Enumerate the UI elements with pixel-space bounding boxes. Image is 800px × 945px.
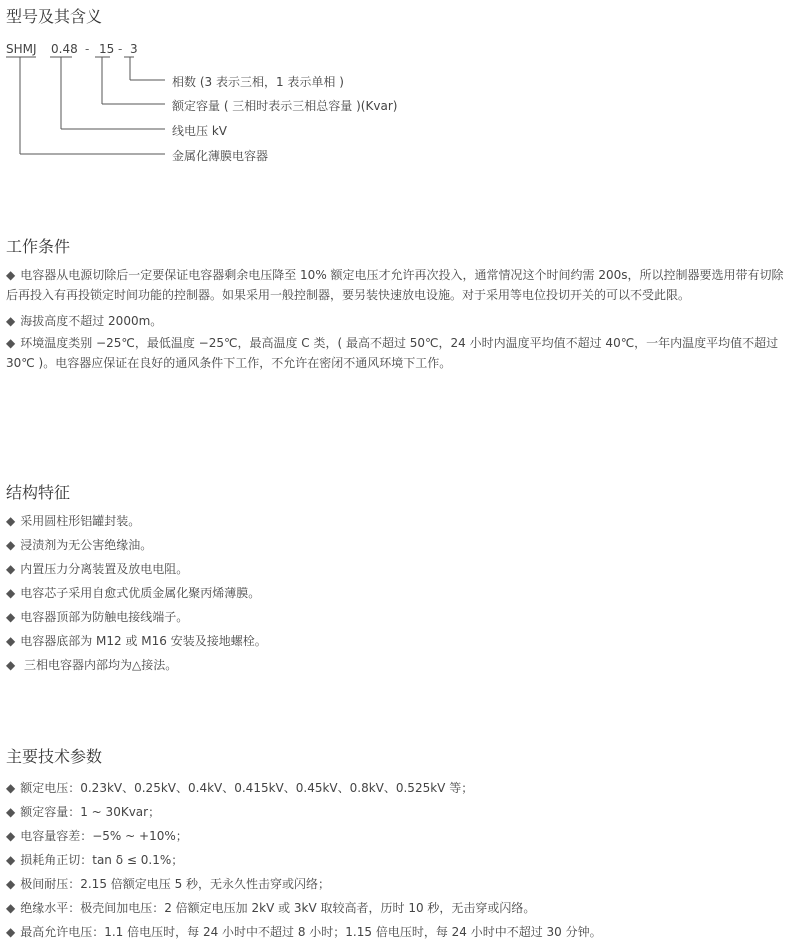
model-section-title: 型号及其含义 bbox=[6, 7, 103, 26]
list-item: ◆ 额定电压：0.23kV、0.25kV、0.4kV、0.415kV、0.45kV、0.8kV、0.525kV 等； bbox=[6, 781, 474, 795]
model-code-voltage: 0.48 bbox=[51, 42, 78, 56]
model-code-phase: 3 bbox=[130, 42, 138, 56]
list-item: ◆ 环境温度类别 −25℃，最低温度 −25℃，最高温度 C 类，( 最高不超过 50℃，24 小时内温度平均值不超过 40℃，一年内温度平均值不超过 30℃ )。电容器应保证在良好的通风条件下工作，不允许在密闭不通风环境下工作。 bbox=[6, 336, 779, 370]
list-item: ◆ 电容量容差：−5% ~ +10%； bbox=[6, 829, 188, 843]
model-code-series: SHMJ bbox=[6, 42, 37, 56]
model-def-phase: 相数 (3 表示三相，1 表示单相 ) bbox=[172, 75, 344, 89]
structure-section-title: 结构特征 bbox=[6, 483, 71, 502]
list-item: ◆ 内置压力分离装置及放电电阻。 bbox=[6, 562, 189, 576]
bullet-icon: ◆ bbox=[6, 901, 16, 915]
list-item: ◆ 电容芯子采用自愈式优质金属化聚丙烯薄膜。 bbox=[6, 586, 261, 600]
bullet-icon: ◆ bbox=[6, 514, 16, 528]
model-code-dash: - bbox=[85, 42, 90, 56]
model-code bbox=[6, 42, 206, 56]
bullet-icon: ◆ bbox=[6, 877, 16, 891]
model-def-series: 金属化薄膜电容器 bbox=[172, 149, 269, 163]
list-item: ◆ 极间耐压：2.15 倍额定电压 5 秒，无永久性击穿或闪络； bbox=[6, 877, 331, 891]
bullet-icon: ◆ bbox=[6, 658, 16, 672]
model-def-voltage: 线电压 kV bbox=[172, 124, 227, 138]
model-code-dash: - bbox=[118, 42, 123, 56]
bullet-icon: ◆ bbox=[6, 634, 16, 648]
bullet-icon: ◆ bbox=[6, 586, 16, 600]
list-item: ◆ 最高允许电压：1.1 倍电压时，每 24 小时中不超过 8 小时；1.15 倍电压时，每 24 小时中不超过 30 分钟。 bbox=[6, 925, 602, 939]
list-item: ◆ 电容器从电源切除后一定要保证电容器剩余电压降至 10% 额定电压才允许再次投入，通常情况这个时间约需 200s，所以控制器要选用带有切除后再投入有再投锁定时间功能的控制器。如果采用一般控制器，要另装快速放电设施。对于采用等电位投切开关的可以不受此限。 bbox=[6, 268, 784, 302]
params-section-title: 主要技术参数 bbox=[6, 747, 103, 766]
bullet-icon: ◆ bbox=[6, 610, 16, 624]
list-item: ◆ 绝缘水平：极壳间加电压：2 倍额定电压加 2kV 或 3kV 取较高者，历时 10 秒，无击穿或闪络。 bbox=[6, 901, 536, 915]
list-item: ◆ 海拔高度不超过 2000m。 bbox=[6, 314, 163, 328]
bullet-icon: ◆ bbox=[6, 336, 16, 350]
list-item: ◆ 额定容量：1 ~ 30Kvar； bbox=[6, 805, 161, 819]
model-bracket-lines bbox=[0, 56, 180, 166]
bullet-icon: ◆ bbox=[6, 829, 16, 843]
bullet-icon: ◆ bbox=[6, 853, 16, 867]
list-item: ◆ 采用圆柱形铝罐封装。 bbox=[6, 514, 141, 528]
model-code-capacity: 15 bbox=[99, 42, 115, 56]
model-def-capacity: 额定容量 ( 三相时表示三相总容量 )(Kvar) bbox=[172, 99, 398, 113]
bullet-icon: ◆ bbox=[6, 781, 16, 795]
bullet-icon: ◆ bbox=[6, 268, 16, 282]
conditions-section-title: 工作条件 bbox=[6, 237, 71, 256]
bullet-icon: ◆ bbox=[6, 805, 16, 819]
list-item: ◆ 损耗角正切：tan δ ≤ 0.1%； bbox=[6, 853, 184, 867]
bullet-icon: ◆ bbox=[6, 925, 16, 939]
list-item: ◆ 浸渍剂为无公害绝缘油。 bbox=[6, 538, 153, 552]
list-item: ◆ 电容器底部为 M12 或 M16 安装及接地螺栓。 bbox=[6, 634, 267, 648]
bullet-icon: ◆ bbox=[6, 314, 16, 328]
bullet-icon: ◆ bbox=[6, 562, 16, 576]
bullet-icon: ◆ bbox=[6, 538, 16, 552]
list-item: ◆ 电容器顶部为防触电接线端子。 bbox=[6, 610, 189, 624]
list-item: ◆ 三相电容器内部均为△接法。 bbox=[6, 658, 178, 672]
